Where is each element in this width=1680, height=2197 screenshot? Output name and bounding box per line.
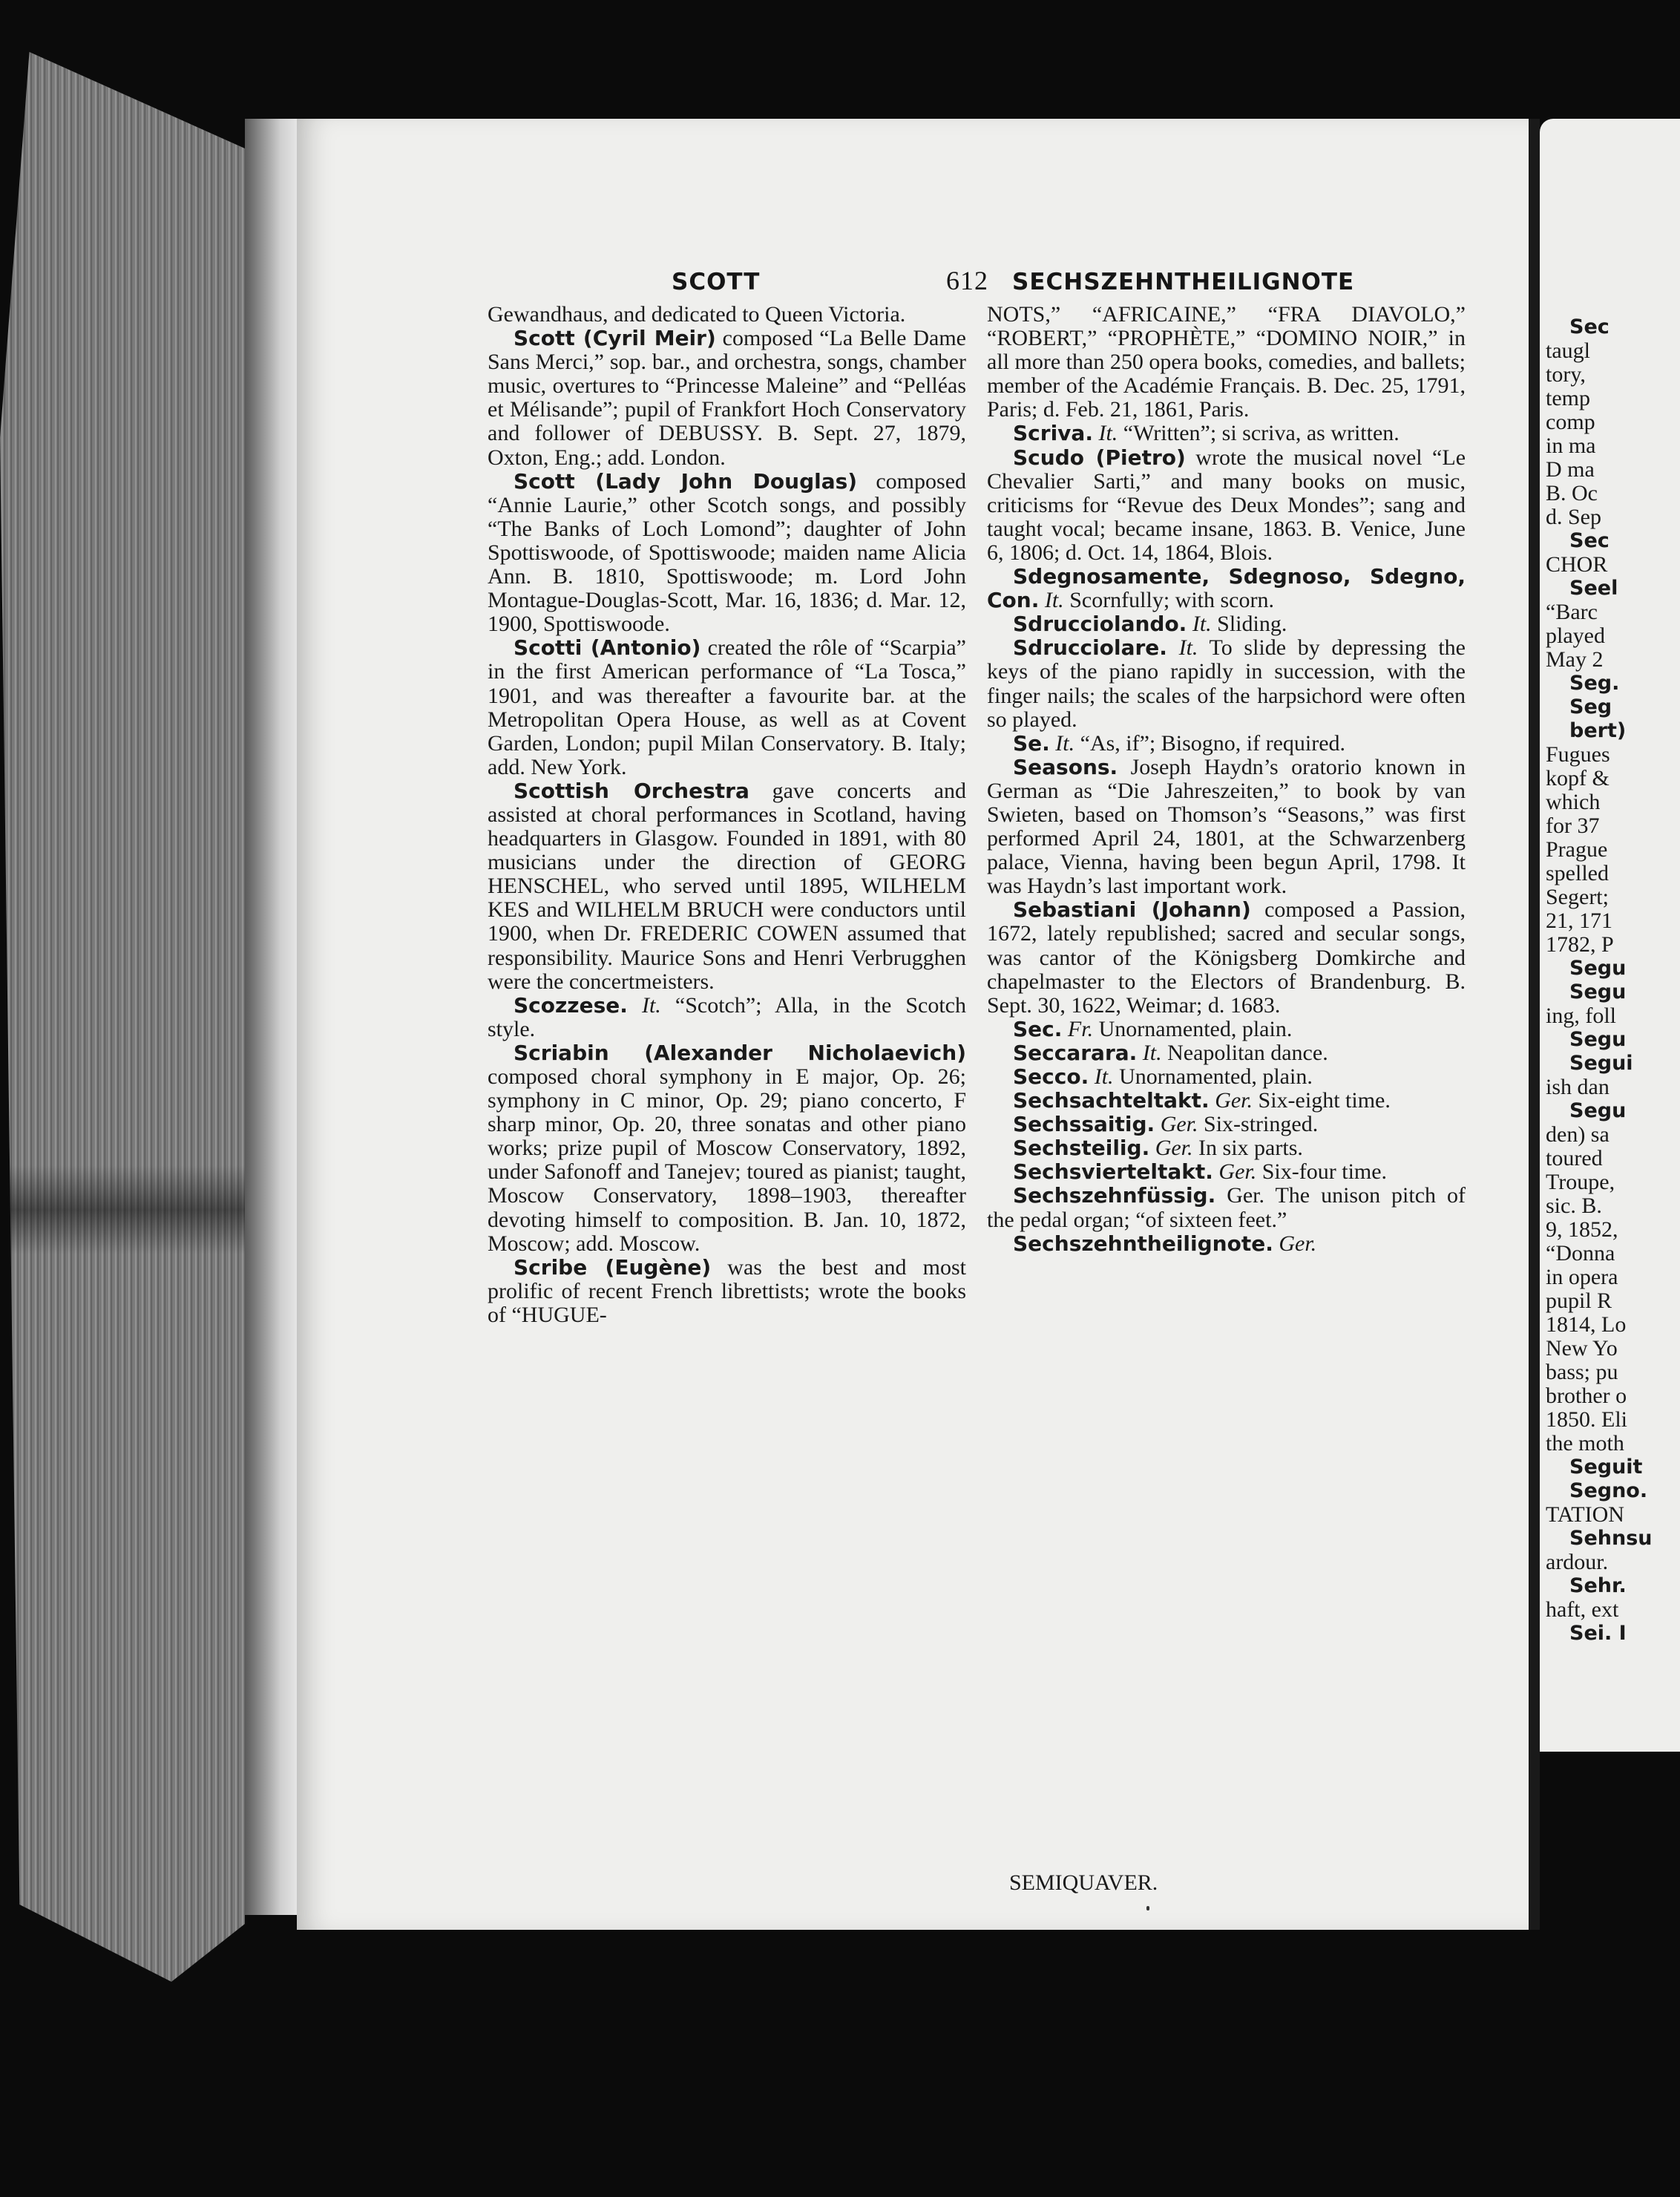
facing-page-line: toured (1546, 1146, 1603, 1170)
right-guide-word: SECHSZEHNTHEILIGNOTE (1012, 269, 1355, 295)
facing-page-line: haft, ext (1546, 1597, 1619, 1622)
dictionary-entry (987, 446, 1466, 565)
facing-page-line: Seel (1569, 577, 1618, 600)
entry-text: Six-four time. (1256, 1159, 1388, 1185)
dictionary-entry (488, 303, 966, 327)
entry-headword: Scotti (Antonio) (513, 635, 701, 661)
facing-page-line: the moth (1546, 1431, 1624, 1456)
entry-headword: Se. (1013, 730, 1050, 756)
facing-page-line: TATION (1546, 1502, 1624, 1527)
page-number: 612 (946, 266, 988, 295)
entry-language: Fr. (1062, 1016, 1094, 1041)
entry-headword: Secco. (1013, 1064, 1089, 1089)
facing-page-line: Prague (1546, 837, 1608, 862)
facing-page-line: Seguit (1569, 1456, 1643, 1479)
entry-language: Ger. (1273, 1231, 1317, 1256)
entry-text: Ger. The unison pitch of the pedal organ; “of sixteen feet.” (987, 1183, 1466, 1232)
facing-page-line: in opera (1546, 1265, 1618, 1289)
facing-page-line: Segno. (1569, 1479, 1648, 1502)
dictionary-entry (987, 732, 1466, 756)
entry-text: Six-eight time. (1253, 1088, 1391, 1113)
dictionary-entry (488, 779, 966, 994)
entry-headword: Scott (Lady John Douglas) (513, 468, 858, 494)
entry-text: In six parts. (1192, 1136, 1303, 1161)
entry-text: Neapolitan dance. (1161, 1040, 1328, 1065)
facing-page-line: bass; pu (1546, 1360, 1618, 1384)
facing-page-line: Segu (1569, 957, 1627, 980)
entry-language: It. (1187, 612, 1212, 637)
left-guide-word: SCOTT (672, 269, 761, 295)
dictionary-entry (987, 1041, 1466, 1065)
running-head (0, 266, 1680, 298)
facing-page-line: bert) (1569, 719, 1627, 742)
entry-language: Ger. (1149, 1136, 1193, 1161)
facing-page-line: CHOR (1546, 552, 1608, 577)
dictionary-entry (987, 1184, 1466, 1231)
dictionary-entry (987, 1113, 1466, 1136)
facing-page-line: Segui (1569, 1052, 1633, 1075)
facing-page-line: Sec (1569, 315, 1610, 338)
dictionary-entry (987, 303, 1466, 422)
entry-headword: Sec. (1013, 1016, 1063, 1041)
facing-page-line: Segu (1569, 980, 1627, 1003)
entry-headword: Scriva. (1013, 421, 1093, 446)
facing-page-line: Sehnsu (1569, 1527, 1653, 1550)
facing-page-line: Seg. (1569, 672, 1620, 695)
facing-page-line: 1814, Lo (1546, 1312, 1627, 1337)
facing-page-line: 21, 171 (1546, 908, 1612, 933)
dictionary-entry (987, 1089, 1466, 1113)
facing-page-line: Troupe, (1546, 1170, 1615, 1194)
entry-headword: Scriabin (Alexander Nicholaevich) (513, 1040, 966, 1065)
facing-page-line: May 2 (1546, 647, 1604, 672)
facing-page-line: played (1546, 623, 1605, 648)
dictionary-entry (987, 1018, 1466, 1041)
facing-page-line: ish dan (1546, 1075, 1610, 1099)
facing-page-line: Sehr. (1569, 1574, 1627, 1597)
dictionary-entry (987, 1160, 1466, 1184)
page-curl-shadow (245, 119, 304, 1915)
dictionary-entry (987, 612, 1466, 636)
entry-headword: Sechsvierteltakt. (1013, 1159, 1213, 1185)
entry-text: created the rôle of “Scarpia” in the first American performance of “La Tosca,” 1901, and was thereafter a favourite bar. at the Metropolitan Opera House, as well as at Covent Garden, London; pupil Milan Conservatory. B. Italy; add. New York. (488, 635, 966, 779)
entry-text: wrote the musical novel “Le Chevalier Sarti,” and many books on music, criticisms for “Revue des Deux Mondes”; sang and taught vocal; became insane, 1863. B. Venice, June 6, 1806; d. Oct. 14, 1864, Blois. (987, 445, 1466, 565)
entry-text: composed choral symphony in E major, Op. 26; symphony in C minor, Op. 29; piano concerto, F sharp minor, Op. 20, three sonatas and other piano works; prize pupil of Moscow Conservatory, 1892, under Safonoff and Tanejev; toured as pianist; taught, Moscow Conservatory, 1898–1903, thereafter devoting himself to composition. B. Jan. 10, 1872, Moscow; add. Moscow. (488, 1064, 966, 1256)
entry-text: gave concerts and assisted at choral performances in Scotland, having headquarters in Glasgow. Founded in 1891, with 80 musicians under the direction of GEORG HENSCHEL, who served until 1895, WILHELM KES and WILHELM BRUCH were conductors until 1900, when Dr. FREDERIC COWEN assumed that responsibility. Maurice Sons and Henri Verbrugghen were the concertmeisters. (488, 778, 966, 994)
facing-page-line: 1850. Eli (1546, 1407, 1627, 1432)
dictionary-entry (488, 1041, 966, 1256)
entry-text: composed a Passion, 1672, lately republished; sacred and secular songs, was cantor of the Königsberg Domkirche and chapelmaster to the Electors of Brandenburg. B. Sept. 30, 1622, Weimar; d. 1683. (987, 897, 1466, 1018)
facing-page-line: comp (1546, 410, 1595, 434)
entry-text: Unornamented, plain. (1113, 1064, 1313, 1089)
entry-text: “Written”; si scriva, as written. (1118, 421, 1400, 446)
facing-page-line: in ma (1546, 433, 1596, 458)
entry-text: Unornamented, plain. (1093, 1016, 1293, 1041)
dictionary-entry (987, 636, 1466, 731)
facing-page-line: tory, (1546, 362, 1586, 387)
entry-text: was the best and most prolific of recent French librettists; wrote the books of “HUGUE- (488, 1254, 966, 1327)
dictionary-entry (987, 422, 1466, 445)
facing-page-line: 9, 1852, (1546, 1217, 1618, 1242)
entry-headword: Seasons. (1013, 754, 1118, 779)
facing-page-line: B. Oc (1546, 481, 1598, 505)
facing-page-line: Segert; (1546, 885, 1609, 909)
dictionary-entry (987, 756, 1466, 899)
entry-headword: Seccarara. (1013, 1040, 1138, 1065)
entry-text: composed “Annie Laurie,” other Scotch songs, and possibly “The Banks of Loch Lomond”; daughter of John Spottiswoode, of Spottiswoode; maiden name Alicia Ann. B. 1810, Spottiswoode; m. Lord John Montague-Douglas-Scott, Mar. 16, 1836; d. Mar. 12, 1900, Spottiswoode. (488, 468, 967, 637)
facing-page-line: pupil R (1546, 1289, 1612, 1313)
entry-headword: Scribe (Eugène) (513, 1254, 712, 1280)
entry-language: It. (1049, 730, 1075, 756)
entry-language: Ger. (1213, 1159, 1257, 1185)
entry-text: To slide by depressing the keys of the piano rapidly in succession, with the finger nails; the scales of the harpsichord were often so played. (987, 635, 1466, 732)
entry-continuation: SEMIQUAVER. (1009, 1870, 1158, 1895)
facing-page-line: for 37 (1546, 813, 1600, 838)
entry-headword: Sdrucciolando. (1013, 612, 1187, 637)
dictionary-entry (488, 636, 966, 779)
entry-text: composed “La Belle Dame Sans Merci,” sop. bar., and orchestra, songs, chamber music, overtures to “Princesse Maleine” and “Pelléas et Mélisande”; pupil of Frankfort Hoch Conservatory and follower of DEBUSSY. B. Sept. 27, 1879, Oxton, Eng.; add. London. (488, 326, 966, 470)
entry-headword: Sechsachteltakt. (1013, 1088, 1210, 1113)
facing-page-line: which (1546, 790, 1601, 814)
facing-page-line: ardour. (1546, 1550, 1609, 1574)
book-page-edges (0, 52, 245, 1982)
facing-page-line: temp (1546, 386, 1590, 410)
facing-page-line: D ma (1546, 457, 1595, 482)
facing-page-line: Seg (1569, 695, 1612, 718)
entry-headword: Sdrucciolare. (1013, 635, 1167, 661)
entry-language: Ger. (1209, 1088, 1253, 1113)
entry-headword: Scott (Cyril Meir) (513, 326, 716, 351)
dictionary-entry (488, 1256, 966, 1327)
facing-page-line: Fugues (1546, 742, 1610, 767)
facing-page-line: sic. B. (1546, 1194, 1602, 1218)
entry-language: It. (627, 992, 661, 1018)
dictionary-entry (987, 1232, 1466, 1256)
entry-headword: Scudo (Pietro) (1013, 445, 1186, 470)
left-column (488, 303, 966, 1327)
facing-page-line: Segu (1569, 1099, 1627, 1122)
dictionary-entry (488, 994, 966, 1041)
facing-page-line: d. Sep (1546, 505, 1601, 529)
entry-language: It. (1039, 588, 1064, 613)
paper-speck (1146, 1906, 1149, 1910)
facing-page-line: Sec (1569, 529, 1610, 552)
entry-language: Ger. (1155, 1112, 1198, 1137)
facing-page-line: “Barc (1546, 600, 1598, 624)
entry-text: Gewandhaus, and dedicated to Queen Victoria. (488, 302, 906, 327)
entry-text: Scornfully; with scorn. (1063, 588, 1274, 613)
facing-page-line: brother o (1546, 1384, 1627, 1408)
facing-page-line: kopf & (1546, 766, 1610, 790)
facing-page-line: taugl (1546, 338, 1590, 363)
entry-headword: Sechssaitig. (1013, 1112, 1155, 1137)
dictionary-entry (488, 470, 966, 637)
entry-language: It. (1137, 1040, 1162, 1065)
right-column (987, 303, 1466, 1256)
facing-page-fragment (1540, 119, 1680, 1752)
entry-headword: Sechszehntheilignote. (1013, 1231, 1273, 1256)
facing-page-line: ing, foll (1546, 1003, 1616, 1028)
dictionary-entry (488, 327, 966, 470)
book-gutter (1529, 119, 1540, 1930)
dictionary-entry (987, 1065, 1466, 1089)
entry-headword: Sdegnosamente, Sdegnoso, Sdegno, Con. (987, 564, 1466, 613)
entry-text: Joseph Haydn’s oratorio known in German as “Die Jahreszeiten,” to book by van Swieten, based on Thomson’s “Seasons,” was first performed April 24, 1801, at the Schwarzenberg palace, Vienna, having been begun April, 1798. It was Haydn’s last important work. (987, 754, 1466, 899)
entry-headword: Sebastiani (Johann) (1013, 897, 1251, 923)
entry-text: “Scotch”; Alla, in the Scotch style. (488, 992, 967, 1041)
entry-text: Six-stringed. (1198, 1112, 1319, 1137)
dictionary-entry (987, 1136, 1466, 1160)
entry-headword: Scottish Orchestra (513, 778, 749, 803)
entry-headword: Sechszehnfüssig. (1013, 1183, 1216, 1208)
entry-headword: Sechsteilig. (1013, 1136, 1150, 1161)
entry-text: NOTS,” “AFRICAINE,” “FRA DIAVOLO,” “ROBERT,” “PROPHÈTE,” “DOMINO NOIR,” in all more than 250 opera books, comedies, and ballets; member of the Académie Français. B. Dec. 25, 1791, Paris; d. Feb. 21, 1861, Paris. (987, 302, 1466, 422)
entry-language: It. (1167, 635, 1198, 661)
entry-text: “As, if”; Bisogno, if required. (1074, 730, 1346, 756)
dictionary-entry (987, 898, 1466, 1017)
entry-language: It. (1089, 1064, 1114, 1089)
facing-page-line: spelled (1546, 861, 1609, 885)
dictionary-entry (987, 565, 1466, 612)
facing-page-line: Sei. I (1569, 1622, 1627, 1645)
entry-headword: Scozzese. (513, 992, 628, 1018)
entry-language: It. (1092, 421, 1118, 446)
facing-page-line: 1782, P (1546, 932, 1614, 957)
facing-page-line: Segu (1569, 1028, 1627, 1051)
facing-page-line: New Yo (1546, 1336, 1618, 1361)
entry-text: Sliding. (1211, 612, 1287, 637)
facing-page-line: “Donna (1546, 1241, 1615, 1266)
facing-page-line: den) sa (1546, 1122, 1610, 1147)
